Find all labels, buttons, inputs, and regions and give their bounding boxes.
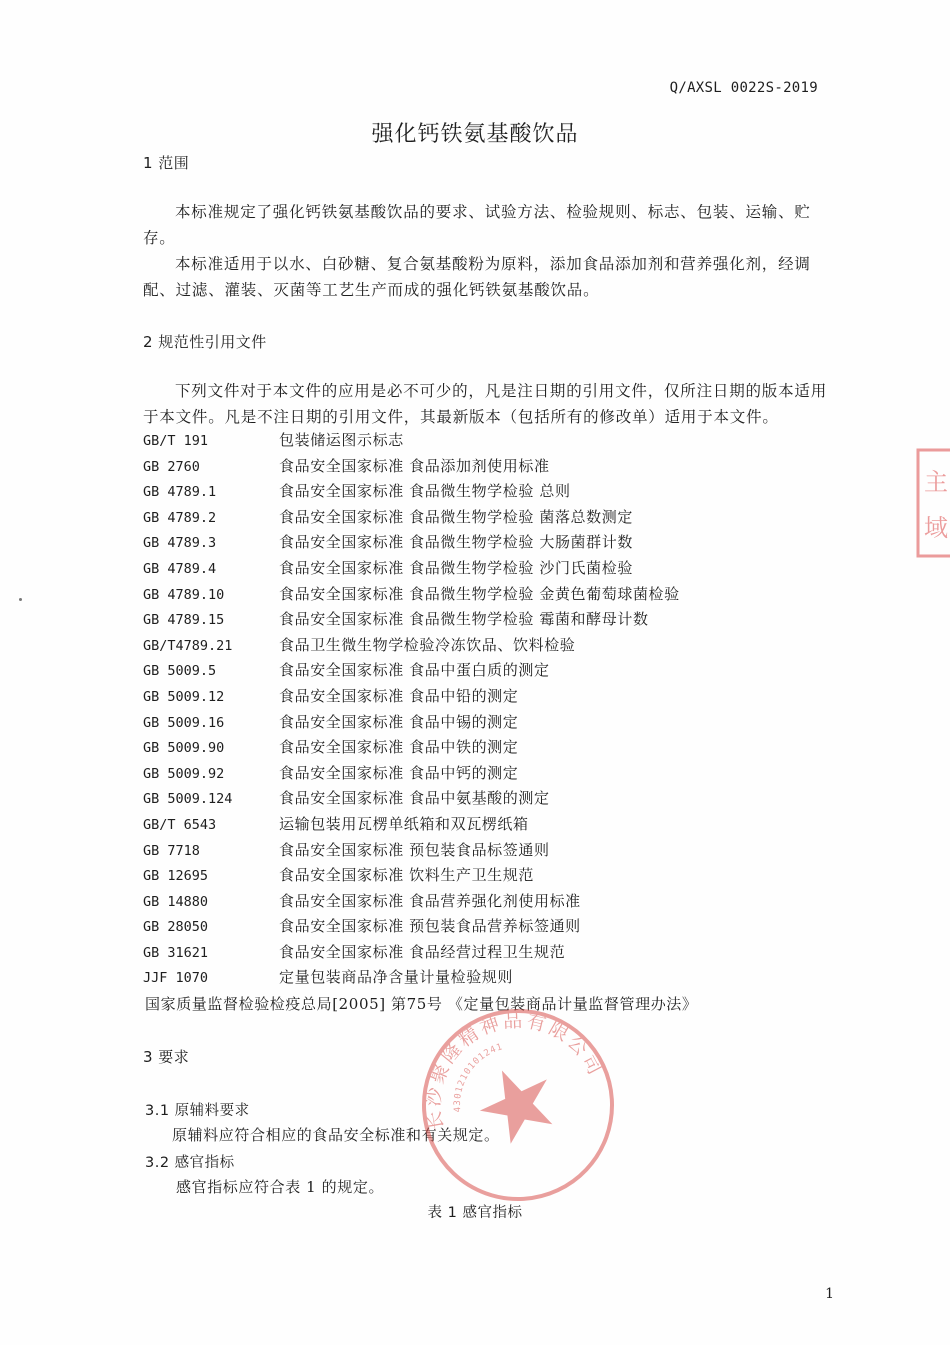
reference-title: 食品安全国家标准 食品微生物学检验 总则 [279, 482, 571, 501]
document-title: 强化钙铁氨基酸饮品 [371, 122, 579, 147]
reference-item [143, 735, 833, 761]
reference-item [143, 761, 833, 787]
reference-title: 食品安全国家标准 食品微生物学检验 霉菌和酵母计数 [279, 610, 649, 629]
reference-code: GB 12695 [143, 868, 209, 885]
reference-item [143, 530, 833, 556]
reference-code: GB 14880 [143, 893, 209, 910]
reference-title: 食品卫生微生物学检验冷冻饮品、饮料检验 [279, 635, 576, 654]
reference-code: GB 5009.5 [143, 663, 217, 680]
reference-title: 食品安全国家标准 食品微生物学检验 大肠菌群计数 [279, 533, 633, 552]
reference-code: GB 5009.12 [143, 688, 225, 705]
reference-title: 食品安全国家标准 食品经营过程卫生规范 [279, 942, 566, 961]
reference-item [143, 710, 833, 736]
subsection-3-1-text: 原辅料应符合相应的食品安全标准和有关规定。 [172, 1126, 500, 1144]
reference-code: GB 4789.1 [143, 484, 217, 501]
reference-code: GB/T4789.21 [143, 637, 233, 654]
reference-title: 食品安全国家标准 食品营养强化剂使用标准 [279, 891, 581, 910]
reference-item [143, 556, 833, 582]
reference-code: GB 4789.4 [143, 560, 217, 577]
scan-speck [19, 598, 22, 601]
reference-item [143, 812, 833, 838]
reference-item [143, 582, 833, 608]
reference-code: GB 5009.124 [143, 791, 233, 808]
reference-title: 食品安全国家标准 预包装食品标签通则 [279, 840, 550, 859]
reference-title: 食品安全国家标准 食品中铅的测定 [279, 686, 519, 705]
star-icon [468, 1055, 565, 1150]
section-2-intro: 下列文件对于本文件的应用是必不可少的，凡是注日期的引用文件，仅所注日期的版本适用于本文件。凡是不注日期的引用文件，其最新版本（包括所有的修改单）适用于本文件。 [143, 382, 828, 426]
reference-title: 包装储运图示标志 [279, 431, 404, 449]
reference-code: GB 4789.3 [143, 535, 217, 552]
section-3-heading: 3 要求 [143, 1048, 190, 1066]
reference-code: GB 28050 [143, 919, 209, 936]
section-1-paragraph-1: 本标准规定了强化钙铁氨基酸饮品的要求、试验方法、检验规则、标志、包装、运输、贮存。 [143, 203, 811, 247]
reference-item [143, 965, 833, 991]
reference-code: GB 5009.16 [143, 714, 225, 731]
subsection-3-2-text: 感官指标应符合表 1 的规定。 [176, 1178, 385, 1196]
reference-item [143, 454, 833, 480]
reference-title: 食品安全国家标准 食品中钙的测定 [279, 763, 519, 782]
reference-list [143, 428, 833, 991]
reference-title: 食品安全国家标准 食品微生物学检验 沙门氏菌检验 [279, 558, 633, 577]
reference-code: GB 4789.10 [143, 586, 225, 603]
reference-title: 运输包装用瓦楞单纸箱和双瓦楞纸箱 [279, 814, 529, 833]
section-1-heading: 1 范围 [143, 154, 190, 172]
decree-reference: 国家质量监督检验检疫总局[2005] 第75号 《定量包装商品计量监督管理办法》 [145, 995, 698, 1013]
reference-item [143, 940, 833, 966]
seal-company-text: 长沙聚隆精神品有限公司 [422, 1009, 608, 1132]
seal-serial-text: 4301210101241 [452, 1042, 505, 1113]
reference-item [143, 633, 833, 659]
reference-item [143, 505, 833, 531]
reference-title: 食品安全国家标准 预包装食品营养标签通则 [279, 917, 581, 936]
reference-code: GB 7718 [143, 842, 200, 859]
edge-seal-fragment [916, 448, 950, 558]
reference-item [143, 658, 833, 684]
reference-item [143, 889, 833, 915]
reference-title: 食品安全国家标准 食品微生物学检验 菌落总数测定 [279, 507, 633, 526]
reference-code: GB 4789.2 [143, 509, 217, 526]
company-seal-stamp [418, 1005, 618, 1205]
reference-title: 食品安全国家标准 食品中氨基酸的测定 [279, 789, 550, 808]
reference-item [143, 479, 833, 505]
page-number: 1 [825, 1286, 834, 1302]
reference-code: GB 5009.92 [143, 765, 225, 782]
reference-title: 食品安全国家标准 食品中锡的测定 [279, 712, 519, 731]
reference-code: JJF 1070 [143, 970, 209, 987]
reference-code: GB/T 191 [143, 433, 209, 449]
edge-seal-top-char: 主 [924, 468, 948, 496]
reference-title: 食品安全国家标准 食品中蛋白质的测定 [279, 661, 550, 680]
reference-item [143, 684, 833, 710]
reference-code: GB 2760 [143, 458, 200, 475]
reference-item [143, 786, 833, 812]
reference-code: GB 5009.90 [143, 740, 225, 757]
table-1-caption: 表 1 感官指标 [427, 1205, 523, 1221]
reference-item [143, 607, 833, 633]
subsection-3-2-heading: 3.2 感官指标 [145, 1155, 235, 1171]
subsection-3-1-heading: 3.1 原辅料要求 [145, 1103, 250, 1119]
reference-title: 食品安全国家标准 饮料生产卫生规范 [279, 866, 534, 885]
reference-code: GB/T 6543 [143, 816, 217, 833]
reference-item [143, 863, 833, 889]
reference-title: 食品安全国家标准 食品中铁的测定 [279, 738, 519, 757]
reference-title: 定量包装商品净含量计量检验规则 [279, 968, 514, 987]
reference-item [143, 914, 833, 940]
reference-title: 食品安全国家标准 食品添加剂使用标准 [279, 456, 550, 475]
reference-title: 食品安全国家标准 食品微生物学检验 金黄色葡萄球菌检验 [279, 584, 680, 603]
reference-item [143, 838, 833, 864]
section-1-paragraph-2: 本标准适用于以水、白砂糖、复合氨基酸粉为原料，添加食品添加剂和营养强化剂，经调配、过滤、灌装、灭菌等工艺生产而成的强化钙铁氨基酸饮品。 [143, 255, 811, 299]
reference-code: GB 4789.15 [143, 612, 225, 629]
reference-item [143, 428, 833, 454]
reference-code: GB 31621 [143, 944, 209, 961]
document-code: Q/AXSL 0022S-2019 [669, 80, 818, 96]
section-2-heading: 2 规范性引用文件 [143, 333, 267, 351]
edge-seal-bottom-char: 域 [924, 514, 948, 542]
